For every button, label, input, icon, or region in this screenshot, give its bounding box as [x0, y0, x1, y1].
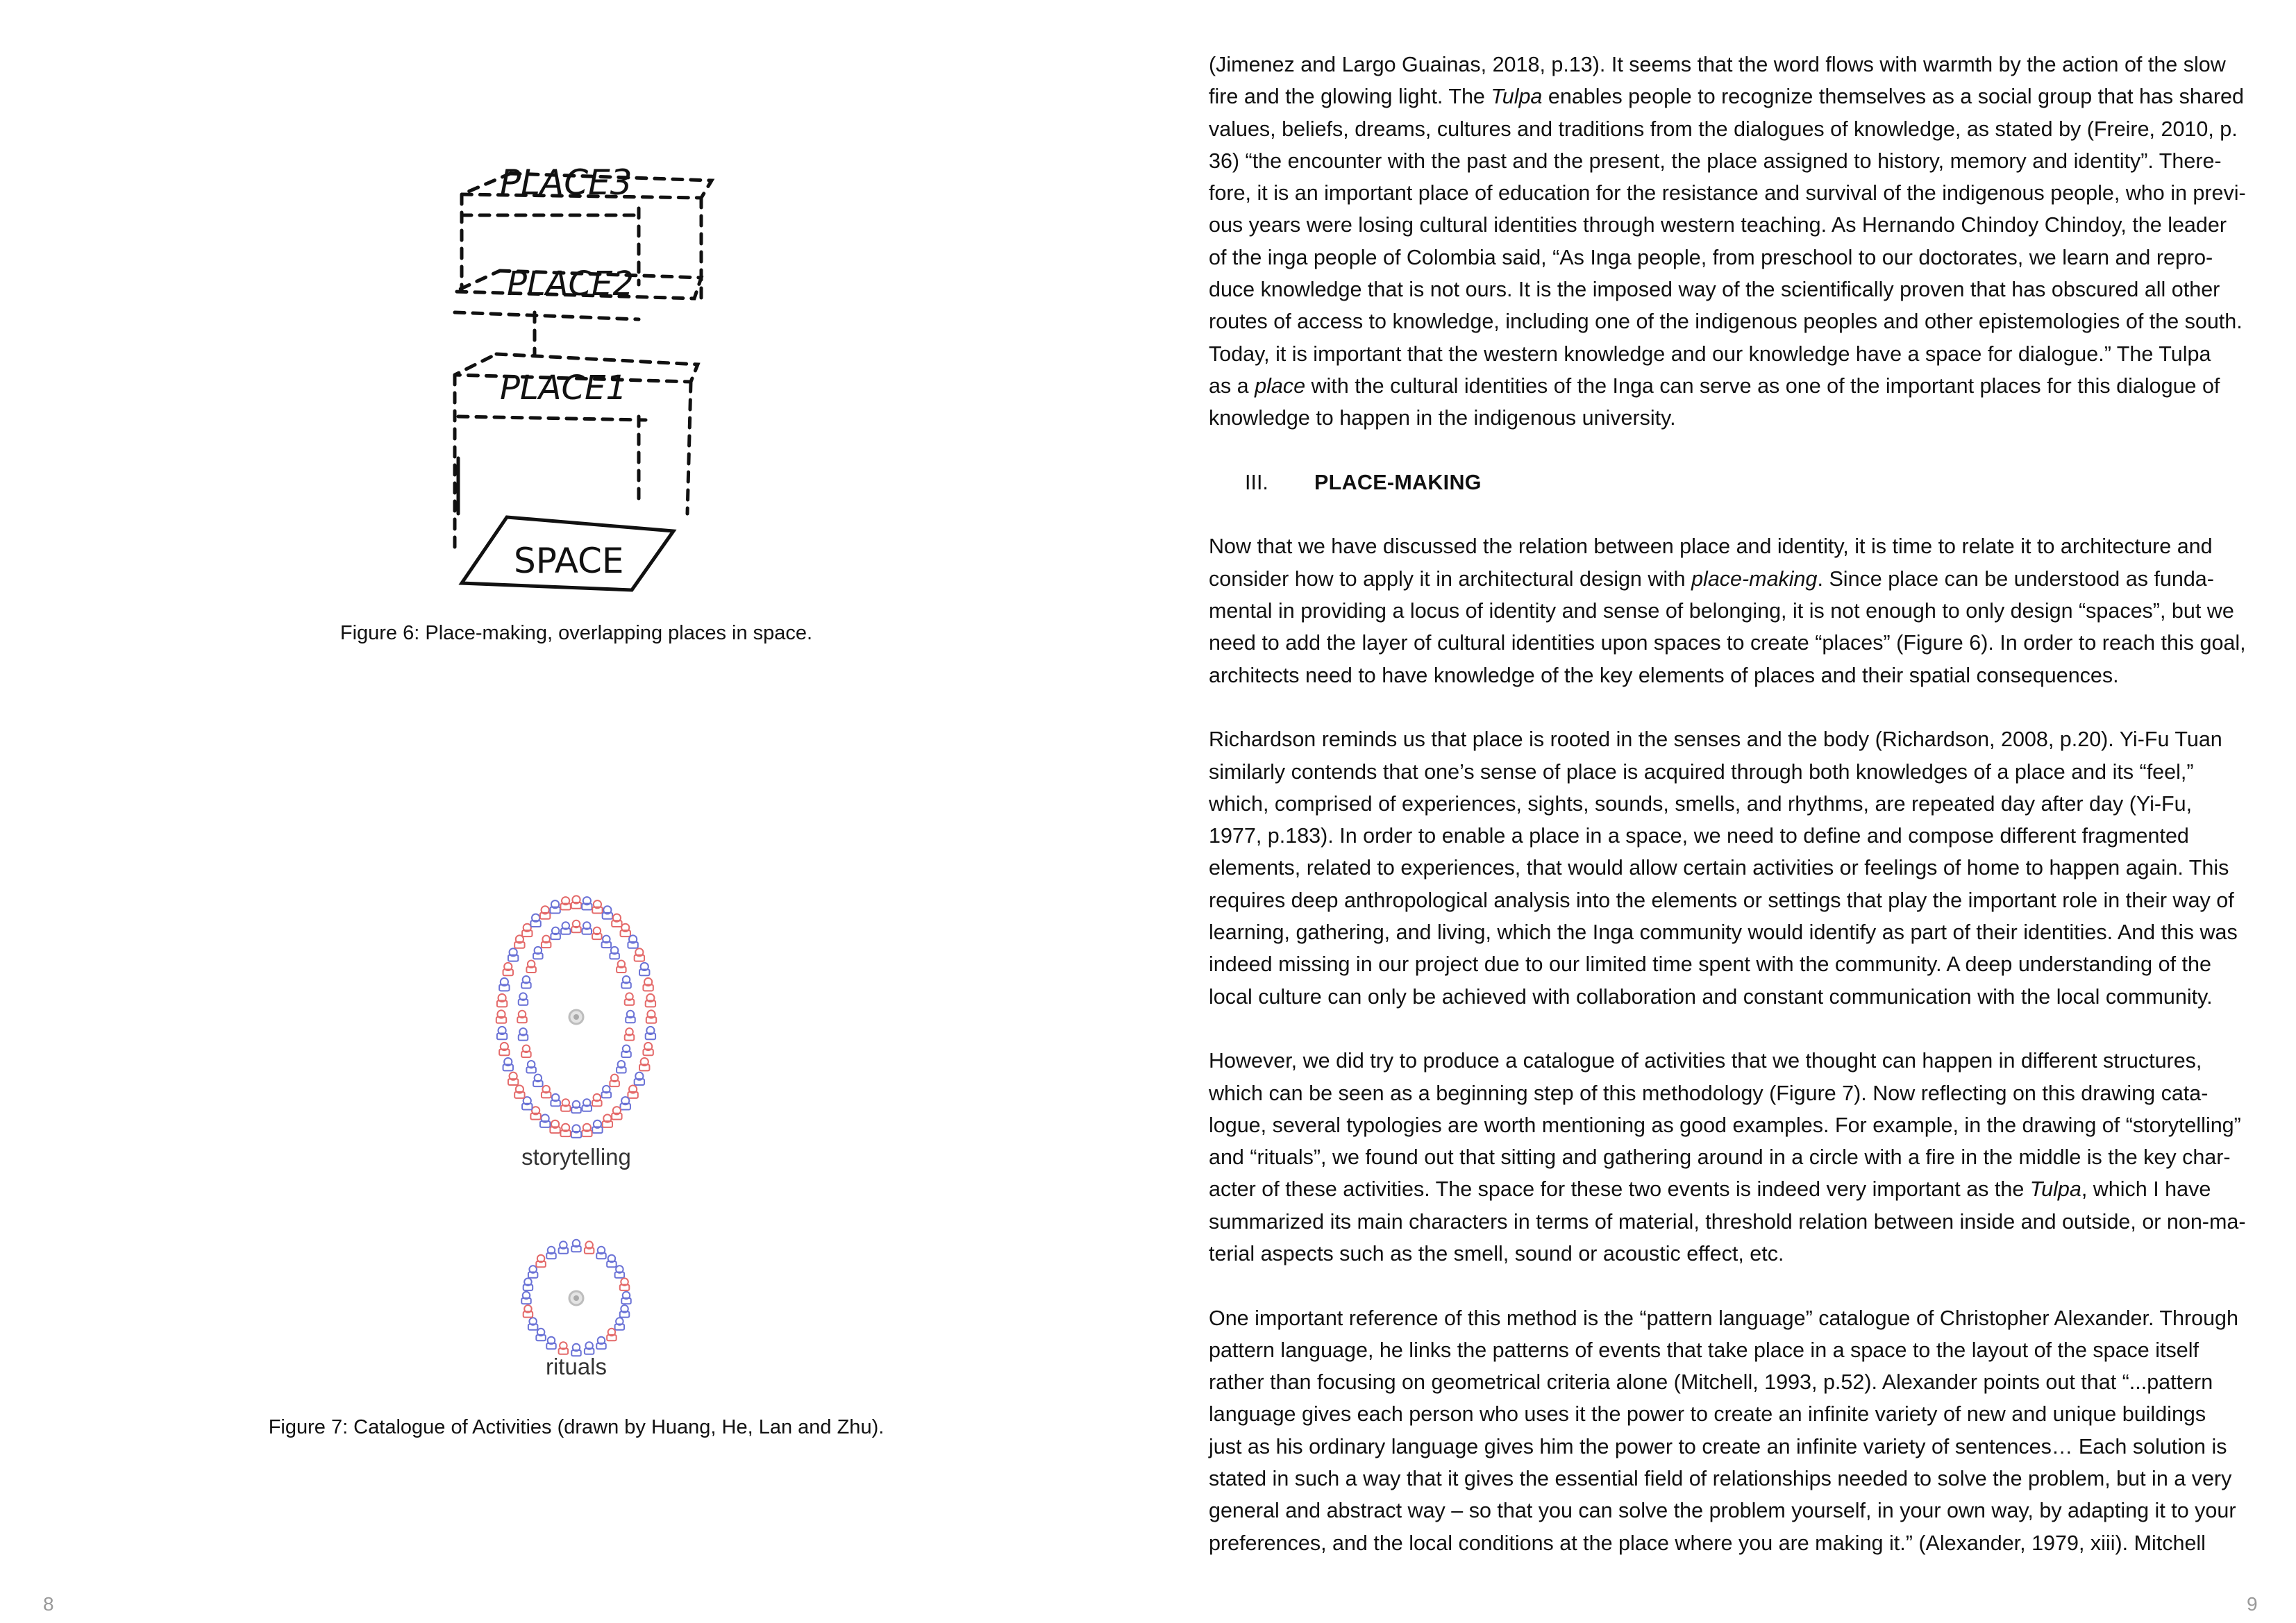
- text-line: logue, several typologies are worth mentioning as good examples. For example, in the drawing of “storytelling”: [1209, 1113, 2241, 1137]
- italic-term: place-making: [1691, 566, 1818, 591]
- text-line: routes of access to knowledge, including one of the indigenous peoples and other epistemologies of the south.: [1209, 310, 2243, 334]
- text-line: [1209, 370, 2264, 402]
- seated-person-icon: [503, 963, 513, 975]
- text-line: Now that we have discussed the relation between place and identity, it is time to relate it to architecture and: [1209, 535, 2213, 559]
- seated-person-icon: [585, 1241, 594, 1254]
- section-number: III.: [1245, 470, 1268, 494]
- seated-person-icon: [561, 1099, 571, 1111]
- seated-person-icon: [592, 900, 602, 913]
- seated-person-icon: [540, 906, 550, 918]
- seated-person-icon: [499, 1043, 509, 1055]
- label-place1: PLACE1: [500, 369, 627, 407]
- seated-person-icon: [607, 1329, 617, 1341]
- seated-person-icon: [499, 978, 509, 991]
- seated-person-icon: [635, 1073, 644, 1085]
- text-line: need to add the layer of cultural identities upon spaces to create “places” (Figure 6). In order to reach this goal,: [1209, 631, 2246, 655]
- text-line: ous years were losing cultural identities through western teaching. As Hernando Chindoy Chindoy, the leader: [1209, 213, 2227, 237]
- seated-person-icon: [530, 914, 540, 927]
- seated-person-icon: [621, 924, 630, 936]
- text-line: elements, related to experiences, that would allow certain activities or feelings of home to happen again. This: [1209, 856, 2229, 880]
- seated-person-icon: [628, 1085, 637, 1098]
- page-number-left: 8: [43, 1593, 54, 1615]
- text-line: which, comprised of experiences, sights, sounds, smells, and rhythms, are repeated day after day (Yi-Fu,: [1209, 791, 2193, 816]
- seated-person-icon: [560, 1124, 570, 1136]
- seated-person-icon: [643, 978, 653, 991]
- seated-person-icon: [607, 1255, 617, 1268]
- text-span: , which I have: [2081, 1177, 2211, 1202]
- text-line: requires deep anthropological analysis into the elements or settings that play the important role in their way of: [1209, 888, 2234, 912]
- seated-person-icon: [521, 1292, 531, 1304]
- seated-person-icon: [521, 1045, 531, 1057]
- italic-term: Tulpa: [1491, 85, 1543, 109]
- seated-person-icon: [612, 1107, 621, 1119]
- rituals-label: rituals: [545, 1354, 607, 1379]
- seated-person-icon: [621, 976, 631, 989]
- seated-person-icon: [635, 948, 644, 961]
- paragraph-5: [1209, 1302, 2264, 1559]
- seated-person-icon: [592, 1120, 602, 1133]
- seated-person-icon: [536, 1255, 546, 1268]
- seated-person-icon: [503, 1058, 513, 1070]
- place-making-sketch: [444, 153, 722, 611]
- text-line: indeed missing in our project due to our limited time spent with the community. A deep understanding of the: [1209, 952, 2211, 977]
- fire-core-icon: [573, 1295, 579, 1301]
- seated-person-icon: [497, 1027, 507, 1039]
- paragraph-4: [1209, 1045, 2264, 1270]
- figure-6-sketch: [444, 153, 722, 611]
- paragraph-1: [1209, 49, 2264, 435]
- seated-person-icon: [617, 961, 626, 973]
- seated-person-icon: [526, 1061, 536, 1073]
- page-number-right: 9: [2247, 1593, 2258, 1615]
- rituals-diagram: [514, 1236, 639, 1361]
- seated-person-icon: [625, 993, 635, 1005]
- seated-person-icon: [620, 1305, 630, 1318]
- text-line: similarly contends that one’s sense of place is acquired through both knowledges of a place and its “feel,”: [1209, 759, 2194, 784]
- seated-person-icon: [508, 1073, 518, 1085]
- seated-person-icon: [540, 1114, 550, 1127]
- figure-7-caption: Figure 7: Catalogue of Activities (drawn by Huang, He, Lan and Zhu).: [268, 1416, 885, 1438]
- text-line: general and abstract way – so that you can solve the problem yourself, in your own way, by adapting it to your: [1209, 1499, 2236, 1523]
- text-line: stated in such a way that it gives the essential field of relationships needed to solve the problem, but in a very: [1209, 1467, 2232, 1491]
- seated-person-icon: [585, 1342, 594, 1354]
- seated-person-icon: [639, 963, 649, 975]
- storytelling-circle: [486, 885, 667, 1149]
- seated-person-icon: [561, 922, 571, 934]
- paragraph-2: [1209, 530, 2264, 691]
- text-line: language gives each person who uses it the power to create an infinite variety of new and unique buildings: [1209, 1402, 2206, 1427]
- label-place3: PLACE3: [500, 162, 632, 203]
- text-line: [1209, 1173, 2264, 1205]
- text-line: rather than focusing on geometrical criteria alone (Mitchell, 1993, p.52). Alexander points out that “...pattern: [1209, 1370, 2213, 1395]
- seated-person-icon: [610, 947, 619, 959]
- seated-person-icon: [625, 1028, 635, 1041]
- seated-person-icon: [571, 1240, 581, 1252]
- text-line: knowledge to happen in the indigenous university.: [1209, 406, 1676, 430]
- text-line: mental in providing a locus of identity and sense of belonging, it is not enough to only design “spaces”, but we: [1209, 599, 2234, 623]
- text-line: and “rituals”, we found out that sitting and gathering around in a circle with a fire in the middle is the key char-: [1209, 1145, 2231, 1170]
- seated-person-icon: [582, 897, 592, 909]
- text-span: consider how to apply it in architectural design with: [1209, 566, 1692, 591]
- seated-person-icon: [571, 895, 581, 908]
- seated-person-icon: [526, 961, 536, 973]
- seated-person-icon: [559, 1241, 569, 1254]
- storytelling-label: storytelling: [521, 1144, 631, 1170]
- text-line: 1977, p.183). In order to enable a place in a space, we need to define and compose different fragmented: [1209, 824, 2189, 848]
- seated-person-icon: [528, 1318, 538, 1330]
- seated-person-icon: [582, 1099, 592, 1111]
- italic-term: Tulpa: [2029, 1177, 2081, 1202]
- text-line: fore, it is an important place of education for the resistance and survival of the indigenous people, who in previ-: [1209, 181, 2246, 205]
- label-space: SPACE: [514, 541, 624, 581]
- text-line: (Jimenez and Largo Guainas, 2018, p.13). It seems that the word flows with warmth by the action of the slow: [1209, 53, 2226, 76]
- text-line: architects need to have knowledge of the key elements of places and their spatial consequences.: [1209, 663, 2119, 687]
- seated-person-icon: [628, 935, 637, 948]
- seated-person-icon: [596, 1337, 606, 1349]
- seated-person-icon: [550, 900, 560, 913]
- seated-person-icon: [646, 1027, 655, 1039]
- seated-person-icon: [542, 1086, 551, 1098]
- text-line: duce knowledge that is not ours. It is the imposed way of the scientifically proven that has obscured all other: [1209, 278, 2220, 302]
- text-line: [1209, 563, 2264, 595]
- text-line: preferences, and the local conditions at the place where you are making it.” (Alexander, 1979, xiii). Mitchell: [1209, 1531, 2206, 1555]
- seated-person-icon: [522, 1097, 532, 1109]
- seated-person-icon: [560, 897, 570, 909]
- text-span: acter of these activities. The space for these two events is indeed very important as the: [1209, 1177, 2030, 1202]
- seated-person-icon: [528, 1265, 538, 1278]
- seated-person-icon: [497, 994, 507, 1007]
- seated-person-icon: [551, 1094, 560, 1107]
- text-line: learning, gathering, and living, which the Inga community would identify as part of their identities. And this was: [1209, 920, 2238, 945]
- seated-person-icon: [582, 1124, 592, 1136]
- text-line: local culture can only be achieved with collaboration and constant communication with the local community.: [1209, 984, 2213, 1009]
- seated-person-icon: [615, 1318, 625, 1330]
- seated-person-icon: [551, 927, 560, 940]
- seated-person-icon: [615, 1265, 625, 1278]
- seated-person-icon: [621, 1097, 630, 1109]
- italic-term: place: [1255, 373, 1306, 398]
- seated-person-icon: [571, 1125, 581, 1137]
- section-title: PLACE-MAKING: [1314, 470, 1482, 494]
- text-span: as a: [1209, 373, 1255, 398]
- text-line: Richardson reminds us that place is rooted in the senses and the body (Richardson, 2008, p.20). Yi-Fu Tuan: [1209, 728, 2222, 752]
- seated-person-icon: [582, 922, 592, 934]
- seated-person-icon: [643, 1043, 653, 1055]
- text-line: values, beliefs, dreams, cultures and traditions from the dialogues of knowledge, as stated by (Freire, 2010, p.: [1209, 117, 2238, 141]
- seated-person-icon: [621, 1292, 631, 1304]
- seated-person-icon: [621, 1045, 631, 1057]
- storytelling-diagram: [486, 885, 667, 1149]
- seated-person-icon: [596, 1247, 606, 1259]
- seated-person-icon: [592, 1094, 602, 1107]
- seated-person-icon: [610, 1075, 619, 1087]
- text-span: . Since place can be understood as funda-: [1817, 566, 2214, 591]
- text-span: fire and the glowing light. The: [1209, 85, 1491, 109]
- seated-person-icon: [536, 1329, 546, 1341]
- paragraph-3: [1209, 723, 2264, 1013]
- seated-person-icon: [546, 1247, 556, 1259]
- seated-person-icon: [533, 1075, 543, 1087]
- text-line: summarized its main characters in terms of material, threshold relation between inside and outside, or non-ma-: [1209, 1209, 2246, 1234]
- seated-person-icon: [617, 1061, 626, 1073]
- seated-person-icon: [550, 1120, 560, 1133]
- seated-person-icon: [533, 947, 543, 959]
- seated-person-icon: [496, 1010, 506, 1023]
- text-line: However, we did try to produce a catalogue of activities that we thought can happen in different structures,: [1209, 1049, 2202, 1073]
- text-line: [1209, 81, 2264, 112]
- seated-person-icon: [514, 935, 524, 948]
- text-line: One important reference of this method is the “pattern language” catalogue of Christopher Alexander. Through: [1209, 1306, 2238, 1330]
- body-text-column: [1209, 49, 2264, 1559]
- seated-person-icon: [521, 976, 531, 989]
- seated-person-icon: [508, 948, 518, 961]
- text-line: 36) “the encounter with the past and the present, the place assigned to history, memory and identity”. There-: [1209, 149, 2222, 173]
- text-span: enables people to recognize themselves as a social group that has shared: [1542, 85, 2244, 109]
- seated-person-icon: [603, 1114, 612, 1127]
- text-line: just as his ordinary language gives him the power to create an infinite variety of sentences… Each solution is: [1209, 1434, 2227, 1458]
- seated-person-icon: [620, 1278, 630, 1290]
- seated-person-icon: [603, 906, 612, 918]
- seated-person-icon: [571, 1101, 581, 1113]
- text-line: pattern language, he links the patterns of events that take place in a space to the layout of the space itself: [1209, 1338, 2199, 1362]
- text-span: with the cultural identities of the Inga can serve as one of the important places for this dialogue of: [1305, 373, 2220, 398]
- seated-person-icon: [517, 1011, 527, 1023]
- seated-person-icon: [639, 1058, 649, 1070]
- seated-person-icon: [559, 1342, 569, 1354]
- seated-person-icon: [602, 1086, 612, 1098]
- text-line: terial aspects such as the smell, sound or acoustic effect, etc.: [1209, 1241, 1784, 1265]
- text-line: which can be seen as a beginning step of this methodology (Figure 7). Now reflecting on this drawing cata-: [1209, 1081, 2209, 1105]
- seated-person-icon: [542, 936, 551, 948]
- seated-person-icon: [546, 1337, 556, 1349]
- rituals-circle: [514, 1236, 639, 1361]
- seated-person-icon: [626, 1011, 635, 1023]
- seated-person-icon: [523, 1305, 533, 1318]
- seated-person-icon: [514, 1085, 524, 1098]
- seated-person-icon: [571, 920, 581, 933]
- text-line: of the inga people of Colombia said, “As Inga people, from preschool to our doctorates, we learn and repro-: [1209, 245, 2213, 269]
- seated-person-icon: [646, 1010, 656, 1023]
- label-place2: PLACE2: [507, 264, 634, 303]
- seated-person-icon: [612, 914, 621, 927]
- seated-person-icon: [519, 1028, 528, 1041]
- text-line: Today, it is important that the western knowledge and our knowledge have a space for dialogue.” The Tulpa: [1209, 342, 2211, 366]
- seated-person-icon: [592, 927, 602, 940]
- seated-person-icon: [519, 993, 528, 1005]
- fire-core-icon: [573, 1014, 579, 1020]
- seated-person-icon: [523, 1278, 533, 1290]
- section-heading: [1209, 466, 2264, 498]
- figure-6-caption: Figure 6: Place-making, overlapping places in space.: [340, 622, 813, 644]
- seated-person-icon: [602, 936, 612, 948]
- seated-person-icon: [646, 994, 655, 1007]
